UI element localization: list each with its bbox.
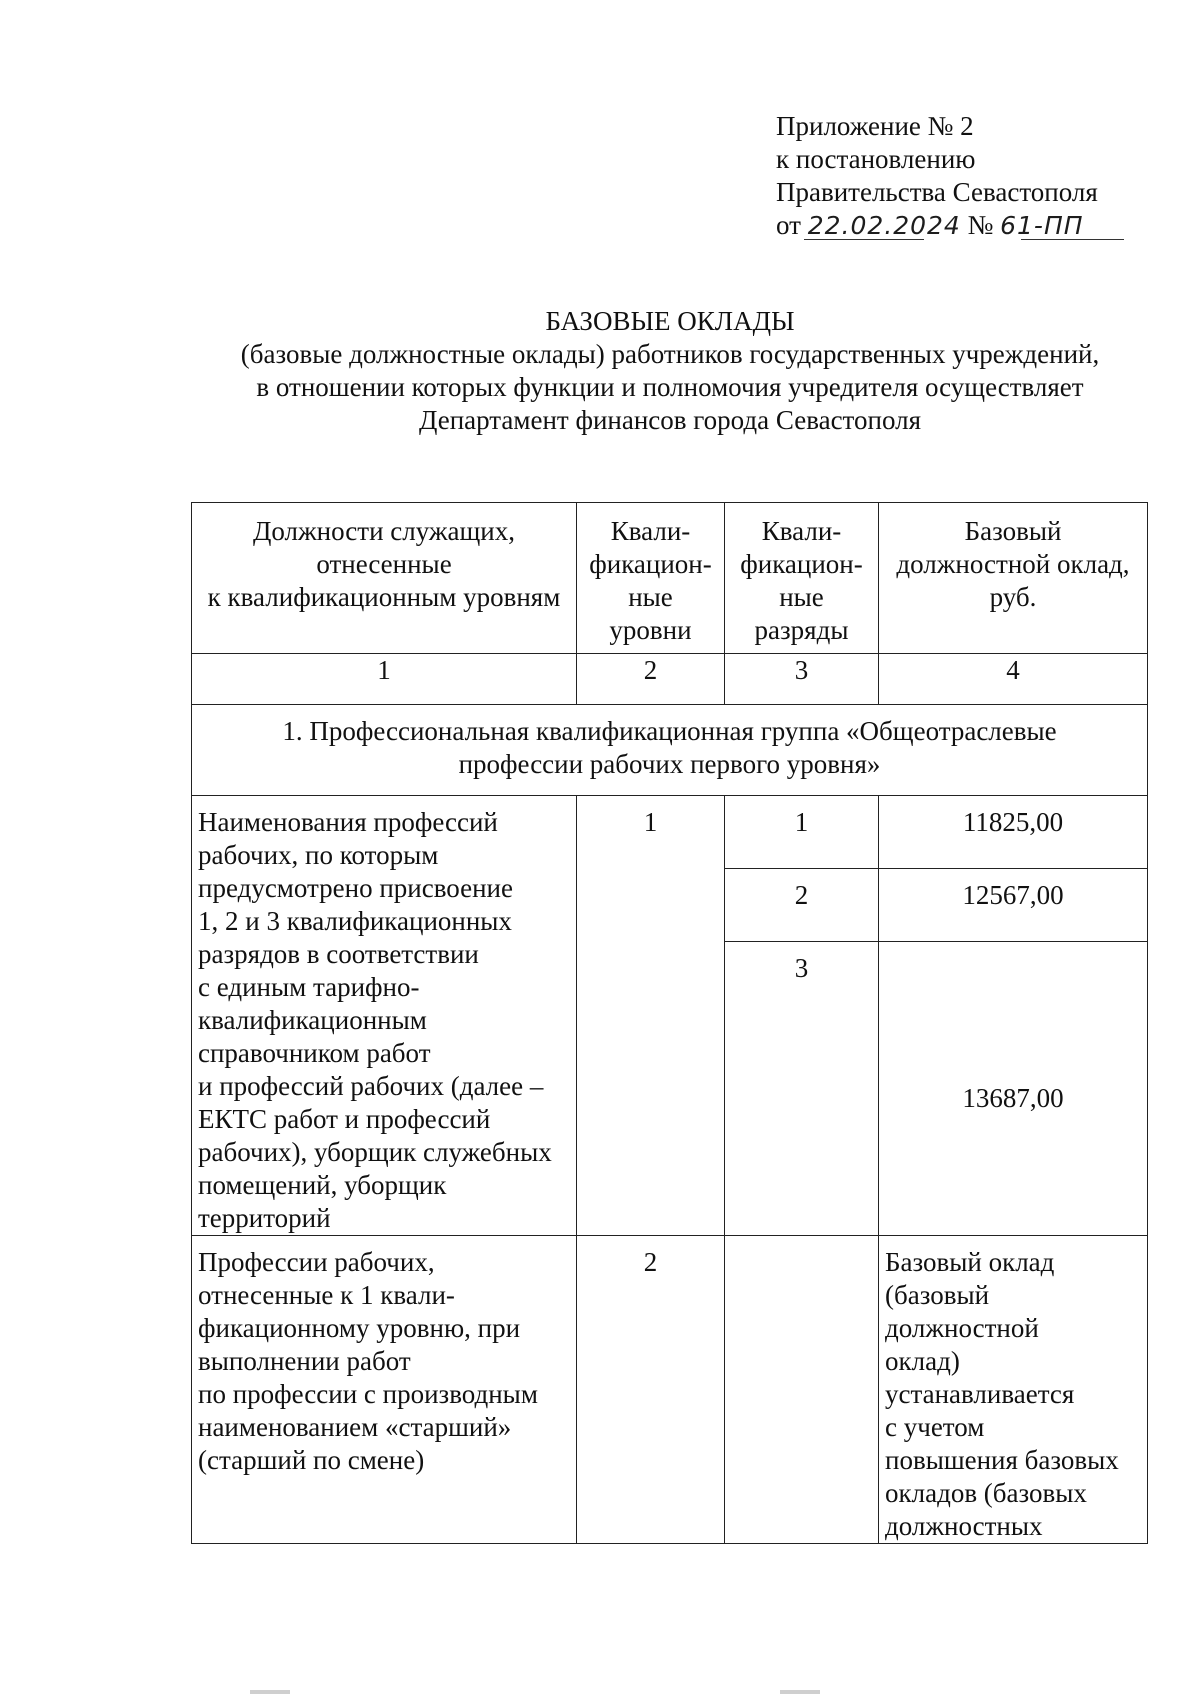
scan-artifact	[250, 1690, 290, 1694]
salary-cell: 13687,00	[879, 942, 1148, 1236]
column-number: 2	[577, 654, 725, 705]
salary-table	[191, 502, 1148, 1544]
row2-description: Профессии рабочих, отнесенные к 1 квали- фикационному уровню, при выполнении работ по профессии с производным наименованием «старший» (старший по смене)	[192, 1236, 577, 1544]
group-heading-row	[192, 705, 1148, 796]
header-qualification-levels: Квали- фикацион- ные уровни	[577, 503, 725, 654]
scan-artifact	[780, 1690, 820, 1694]
document-heading	[170, 305, 1170, 437]
heading-subtitle-1: (базовые должностные оклады) работников государственных учреждений,	[240, 339, 1100, 369]
table-row	[192, 1236, 1148, 1544]
header-base-salary: Базовый должностной оклад, руб.	[879, 503, 1148, 654]
appendix-date-number-line	[776, 209, 1156, 242]
date-prefix: от	[776, 210, 801, 240]
row2-grade	[725, 1236, 879, 1544]
date-underline	[804, 239, 924, 240]
grade-cell: 2	[725, 869, 879, 942]
appendix-authority: Правительства Севастополя	[776, 177, 1098, 207]
column-number: 1	[192, 654, 577, 705]
column-number: 4	[879, 654, 1148, 705]
salary-cell: 12567,00	[879, 869, 1148, 942]
handwritten-date: 22.02.2024	[807, 211, 961, 240]
appendix-reference: к постановлению	[776, 144, 976, 174]
group-heading: 1. Профессиональная квалификационная группа «Общеотраслевые профессии рабочих первого уровня»	[192, 705, 1148, 796]
heading-subtitle-2: в отношении которых функции и полномочия учредителя осуществляет	[256, 372, 1084, 402]
appendix-block	[776, 110, 1156, 242]
appendix-title: Приложение № 2	[776, 111, 974, 141]
number-underline	[1021, 239, 1124, 240]
number-prefix: №	[967, 210, 994, 240]
handwritten-number: 61-ПП	[1000, 211, 1084, 240]
row1-description: Наименования профессий рабочих, по которым предусмотрено присвоение 1, 2 и 3 квалификационных разрядов в соответствии с единым тарифно- квалификационным справочником работ и профессий рабочих (далее – ЕКТС работ и профессий рабочих), уборщик служебных помещений, уборщик территорий	[192, 796, 577, 1236]
header-row	[192, 503, 1148, 654]
row2-salary-note: Базовый оклад (базовый должностной оклад) устанавливается с учетом повышения базовых окладов (базовых должностных	[879, 1236, 1148, 1544]
column-number-row	[192, 654, 1148, 705]
grade-cell: 3	[725, 942, 879, 1236]
heading-title: БАЗОВЫЕ ОКЛАДЫ	[545, 306, 795, 336]
row1-level: 1	[577, 796, 725, 1236]
salary-cell: 11825,00	[879, 796, 1148, 869]
grade-cell: 1	[725, 796, 879, 869]
row2-level: 2	[577, 1236, 725, 1544]
header-positions: Должности служащих, отнесенные к квалификационным уровням	[192, 503, 577, 654]
header-qualification-grades: Квали- фикацион- ные разряды	[725, 503, 879, 654]
table-row	[192, 796, 1148, 869]
column-number: 3	[725, 654, 879, 705]
heading-subtitle-3: Департамент финансов города Севастополя	[418, 405, 921, 435]
